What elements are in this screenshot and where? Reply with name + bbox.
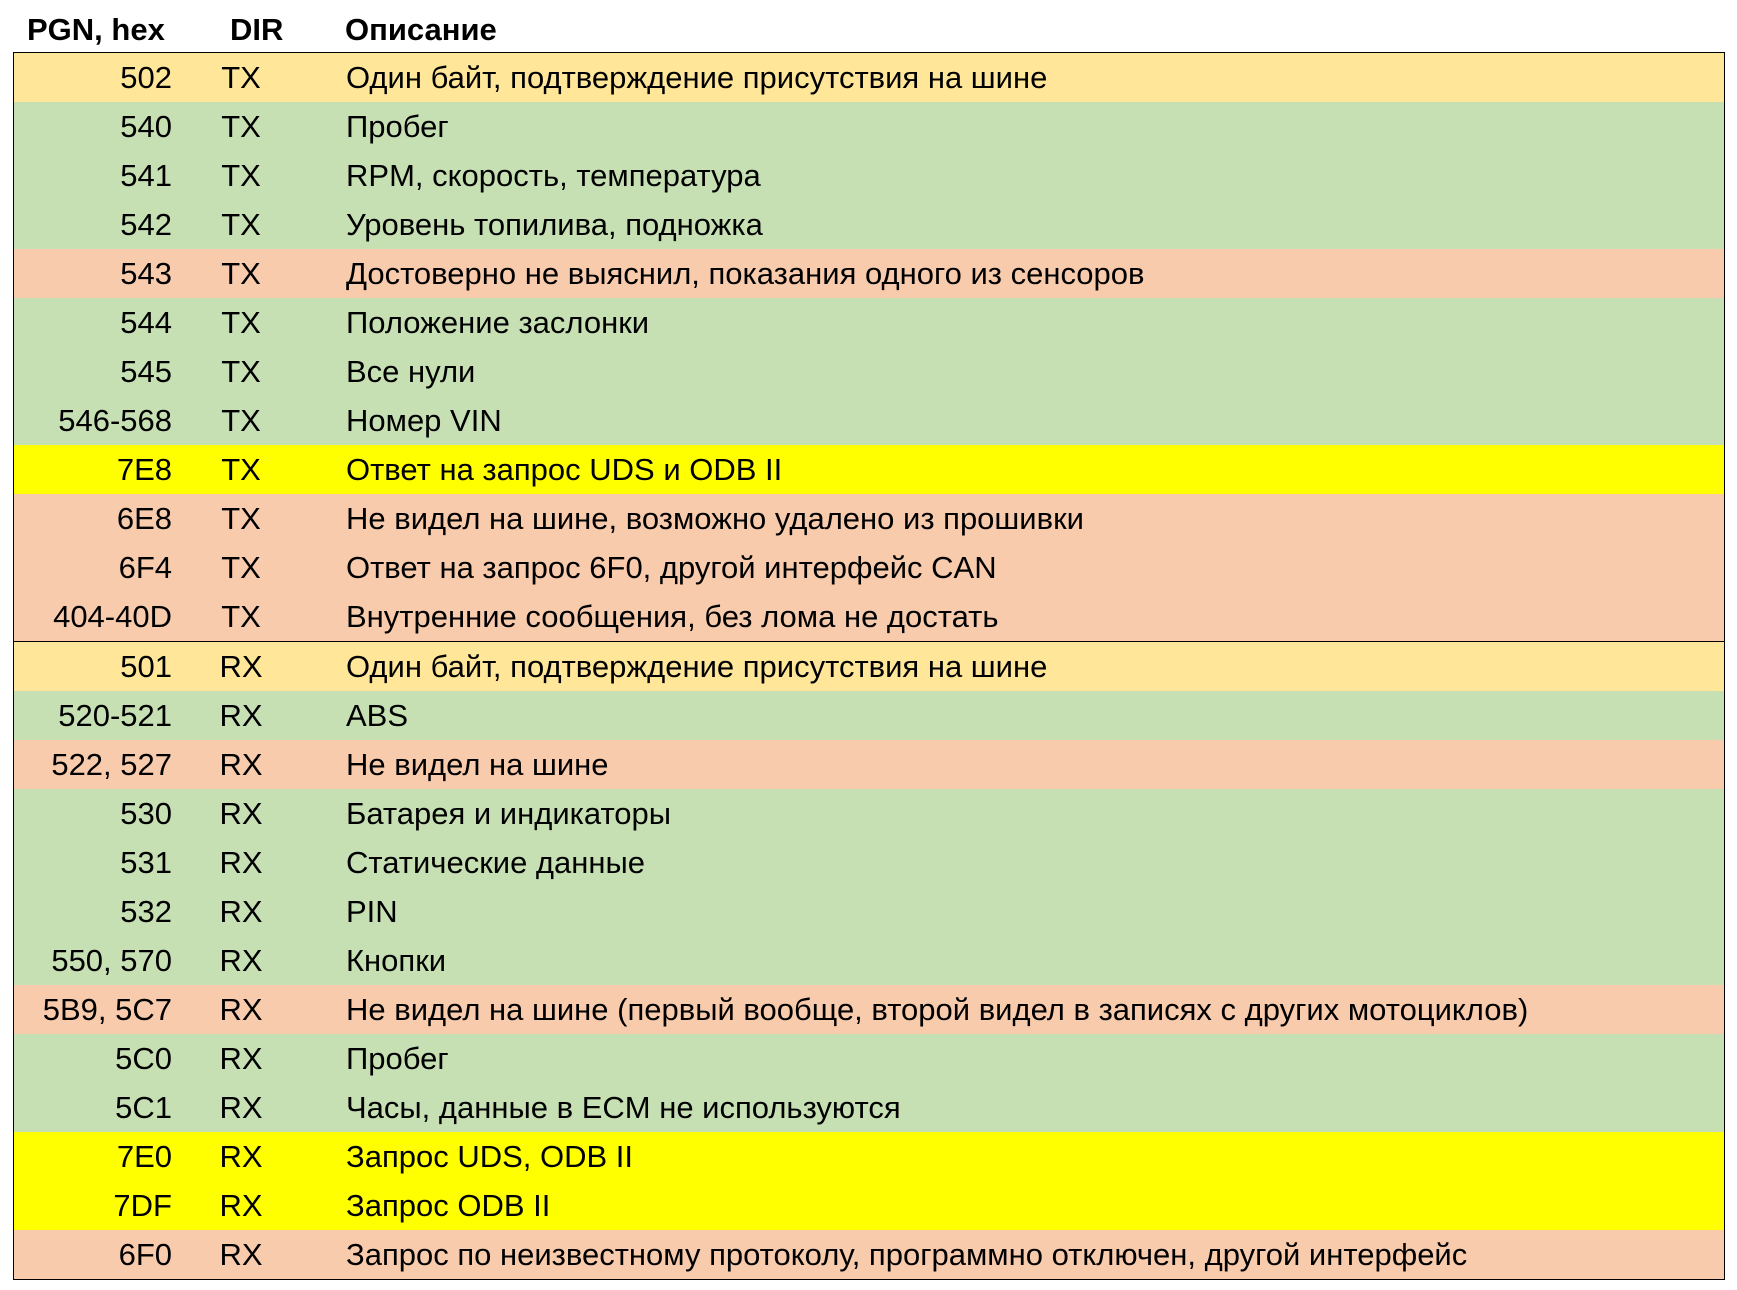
header-pgn: PGN, hex	[27, 12, 165, 47]
cell-pgn: 5C0	[115, 1041, 172, 1076]
cell-dir: TX	[221, 60, 261, 95]
cell-description: Ответ на запрос 6F0, другой интерфейс CAN	[346, 550, 997, 585]
cell-dir: TX	[221, 207, 261, 242]
table-row	[14, 1083, 1724, 1132]
table-row	[14, 641, 1724, 691]
cell-description: Не видел на шине	[346, 747, 609, 782]
cell-dir: TX	[221, 501, 261, 536]
table-row	[14, 298, 1724, 347]
cell-dir: TX	[221, 158, 261, 193]
table-row	[14, 1034, 1724, 1083]
cell-pgn: 522, 527	[51, 747, 172, 782]
table-row	[14, 985, 1724, 1034]
table-row	[14, 1132, 1724, 1181]
cell-dir: RX	[219, 1041, 263, 1076]
cell-pgn: 502	[120, 60, 172, 95]
cell-pgn: 545	[120, 354, 172, 389]
table-row	[14, 1230, 1724, 1279]
cell-pgn: 501	[120, 649, 172, 684]
table-row	[14, 691, 1724, 740]
cell-dir: TX	[221, 109, 261, 144]
cell-description: Уровень топилива, подножка	[346, 207, 763, 242]
cell-description: ABS	[346, 698, 409, 733]
cell-description: Достоверно не выяснил, показания одного из сенсоров	[346, 256, 1145, 291]
cell-description: Часы, данные в ECM не используются	[346, 1090, 901, 1125]
cell-pgn: 543	[120, 256, 172, 291]
cell-dir: RX	[219, 1090, 263, 1125]
cell-description: Запрос по неизвестному протоколу, программно отключен, другой интерфейс	[346, 1237, 1468, 1272]
cell-description: Не видел на шине (первый вообще, второй видел в записях с других мотоциклов)	[346, 992, 1529, 1027]
cell-description: Не видел на шине, возможно удалено из прошивки	[346, 501, 1084, 536]
cell-description: Статические данные	[346, 845, 646, 880]
cell-description: RPM, скорость, температура	[346, 158, 761, 193]
cell-description: Положение заслонки	[346, 305, 650, 340]
cell-description: PIN	[346, 894, 398, 929]
cell-pgn: 7DF	[113, 1188, 172, 1223]
cell-description: Номер VIN	[346, 403, 502, 438]
table-row	[14, 347, 1724, 396]
cell-dir: TX	[221, 256, 261, 291]
cell-dir: RX	[219, 698, 263, 733]
cell-description: Запрос ODB II	[346, 1188, 551, 1223]
cell-description: Пробег	[346, 109, 449, 144]
cell-pgn: 404-40D	[53, 599, 172, 634]
cell-description: Один байт, подтверждение присутствия на шине	[346, 649, 1048, 684]
cell-pgn: 5B9, 5C7	[42, 992, 172, 1027]
cell-description: Все нули	[346, 354, 476, 389]
cell-dir: RX	[219, 894, 263, 929]
cell-pgn: 541	[120, 158, 172, 193]
table-row	[14, 249, 1724, 298]
table-row	[14, 592, 1724, 641]
cell-description: Кнопки	[346, 943, 447, 978]
cell-pgn: 530	[120, 796, 172, 831]
cell-dir: TX	[221, 599, 261, 634]
cell-pgn: 6E8	[116, 501, 172, 536]
cell-pgn: 550, 570	[51, 943, 172, 978]
cell-description: Один байт, подтверждение присутствия на шине	[346, 60, 1048, 95]
cell-dir: RX	[219, 1237, 263, 1272]
cell-pgn: 544	[120, 305, 172, 340]
cell-dir: RX	[219, 943, 263, 978]
cell-pgn: 532	[120, 894, 172, 929]
table-row	[14, 53, 1724, 102]
cell-dir: RX	[219, 796, 263, 831]
table-header	[0, 0, 1737, 52]
cell-description: Запрос UDS, ODB II	[346, 1139, 634, 1174]
cell-pgn: 7E0	[116, 1139, 172, 1174]
cell-pgn: 520-521	[58, 698, 172, 733]
table-row	[14, 151, 1724, 200]
cell-dir: RX	[219, 845, 263, 880]
cell-dir: RX	[219, 992, 263, 1027]
cell-pgn: 546-568	[58, 403, 172, 438]
cell-dir: RX	[219, 1139, 263, 1174]
cell-pgn: 542	[120, 207, 172, 242]
table-row	[14, 789, 1724, 838]
cell-dir: TX	[221, 403, 261, 438]
cell-dir: RX	[219, 747, 263, 782]
cell-dir: TX	[221, 550, 261, 585]
table-row	[14, 445, 1724, 494]
table-row	[14, 396, 1724, 445]
cell-pgn: 6F0	[118, 1237, 172, 1272]
table-row	[14, 494, 1724, 543]
table-row	[14, 740, 1724, 789]
table-row	[14, 543, 1724, 592]
cell-pgn: 7E8	[116, 452, 172, 487]
cell-description: Ответ на запрос UDS и ODB II	[346, 452, 783, 487]
table-row	[14, 102, 1724, 151]
cell-dir: RX	[219, 1188, 263, 1223]
cell-description: Внутренние сообщения, без лома не достать	[346, 599, 999, 634]
cell-pgn: 531	[120, 845, 172, 880]
pgn-table	[13, 52, 1725, 1280]
table-row	[14, 1181, 1724, 1230]
table-row	[14, 200, 1724, 249]
table-row	[14, 936, 1724, 985]
cell-dir: TX	[221, 452, 261, 487]
cell-description: Батарея и индикаторы	[346, 796, 672, 831]
cell-description: Пробег	[346, 1041, 449, 1076]
cell-dir: RX	[219, 649, 263, 684]
cell-pgn: 5C1	[115, 1090, 172, 1125]
header-dir: DIR	[230, 12, 284, 47]
header-description: Описание	[345, 12, 497, 47]
table-row	[14, 838, 1724, 887]
cell-dir: TX	[221, 354, 261, 389]
cell-pgn: 6F4	[118, 550, 172, 585]
table-row	[14, 887, 1724, 936]
cell-dir: TX	[221, 305, 261, 340]
cell-pgn: 540	[120, 109, 172, 144]
